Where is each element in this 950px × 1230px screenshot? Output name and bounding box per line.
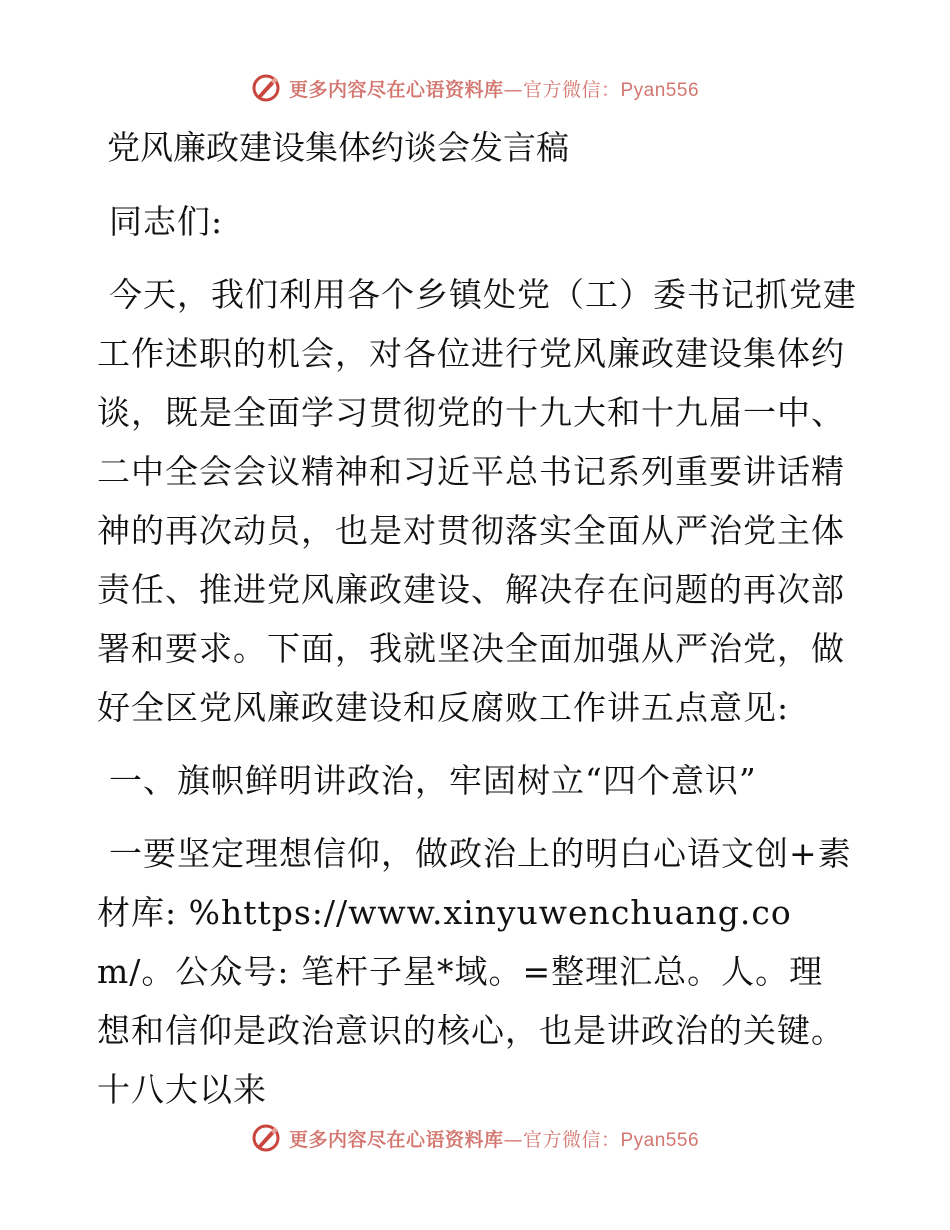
document-body (97, 124, 857, 1133)
watermark-banner-top (0, 68, 950, 108)
watermark-wechat-id: Pyan556 (620, 79, 700, 101)
section-heading: 一、旗帜鲜明讲政治，牢固树立“四个意识” (109, 761, 757, 800)
watermark-text (289, 75, 699, 102)
watermark-wechat-id: Pyan556 (620, 1129, 700, 1151)
watermark-banner-bottom (0, 1118, 950, 1158)
intro-paragraph: 今天，我们利用各个乡镇处党（工）委书记抓党建工作述职的机会，对各位进行党风廉政建设集体约谈，既是全面学习贯彻党的十九大和十九届一中、二中全会会议精神和习近平总书记系列重要讲话精神的再次动员，也是对贯彻落实全面从严治党主体责任、推进党风廉政建设、解决存在问题的再次部署和要求。下面，我就坚决全面加强从严治党，做好全区党风廉政建设和反腐败工作讲五点意见: (97, 275, 857, 727)
watermark-brand: 更多内容尽在心语资料库 (288, 78, 504, 101)
watermark-wechat-label: 官方微信： (522, 1128, 621, 1151)
section-paragraph: 一要坚定理想信仰，做政治上的明白心语文创+素材库: %https://www.xinyuwenchuang.com/。公众号: 笔杆子星*域。=整理汇总。人。理想和信仰是政治意识的核心，也是讲政治的关键。十八大以来 (97, 834, 852, 1109)
salutation: 同志们: (109, 202, 224, 241)
pen-logo-icon (251, 1123, 281, 1153)
watermark-wechat-label: 官方微信： (522, 78, 621, 101)
watermark-brand: 更多内容尽在心语资料库 (288, 1128, 504, 1151)
watermark-text (289, 1125, 699, 1152)
pen-logo-icon (251, 73, 281, 103)
watermark-separator: — (503, 1128, 523, 1151)
document-title: 党风廉政建设集体约谈会发言稿 (107, 128, 569, 167)
watermark-separator: — (503, 78, 523, 101)
